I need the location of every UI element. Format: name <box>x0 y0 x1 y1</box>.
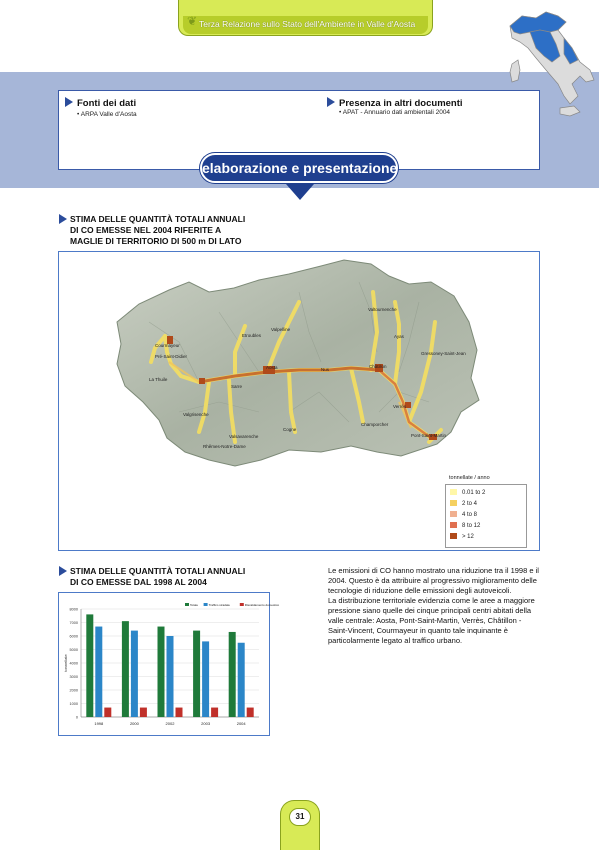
y-tick-label: 3000 <box>69 675 78 679</box>
place-label: Ayas <box>394 334 404 339</box>
sources-right-item: • APAT - Annuario dati ambientali 2004 <box>339 109 451 116</box>
bar-1 <box>131 631 138 717</box>
chart-heading-line-2: DI CO EMESSE DAL 1998 AL 2004 <box>70 577 207 587</box>
bar-2 <box>247 708 254 717</box>
bar-2 <box>104 708 111 717</box>
legend-swatch <box>450 511 457 517</box>
chart-legend-swatch <box>240 603 244 606</box>
place-label: Nus <box>321 367 330 372</box>
x-tick-label: 2002 <box>165 721 175 726</box>
y-tick-label: 6000 <box>69 634 78 639</box>
body-text <box>328 566 540 646</box>
chart-legend-swatch <box>185 603 189 606</box>
legend-swatch <box>450 522 457 528</box>
section-label: elaborazione e presentazione <box>202 160 398 176</box>
place-label: Courmayeur <box>155 343 180 348</box>
map-heading-line-2: DI CO EMESSE NEL 2004 RIFERITE A <box>70 225 222 235</box>
legend-item-label: 4 to 8 <box>462 512 478 518</box>
y-tick-label: 2000 <box>69 688 78 693</box>
header-title: Terza Relazione sullo Stato dell'Ambiente in Valle d'Aosta <box>199 19 416 29</box>
bar-2 <box>176 708 183 717</box>
y-axis-label: tonnellate <box>63 654 68 672</box>
chart-heading <box>70 566 245 588</box>
sources-right-title <box>327 97 463 109</box>
bar-0 <box>158 627 165 717</box>
bar-0 <box>193 631 200 717</box>
place-label: Valpelline <box>271 327 291 332</box>
x-tick-label: 2000 <box>129 721 139 726</box>
place-label: Etroubles <box>242 333 262 338</box>
bar-0 <box>122 621 129 717</box>
legend-item-label: 0.01 to 2 <box>462 490 486 496</box>
legend-swatch <box>450 533 457 539</box>
place-label: Aosta <box>266 365 278 370</box>
chart-legend-swatch <box>204 603 208 606</box>
legend-item-label: > 12 <box>462 534 474 540</box>
sources-left-item-text: ARPA Valle d'Aosta <box>80 111 137 118</box>
place-label: Valsavarenche <box>229 434 259 439</box>
x-tick-label: 2004 <box>236 721 246 726</box>
arrow-icon <box>327 97 335 107</box>
body-paragraph: La distribuzione territoriale evidenzia come le aree a maggiore pressione siano quelle dei cinque principali centri abitati della valle centrale: Aosta, Pont-Saint-Martin, Verrès, Châtillon - Saint-Vincent, Courmayeur in quanto tale inquinante è particolarmente legato al traffico urbano. <box>328 596 535 645</box>
bar-1 <box>167 636 174 717</box>
bar-2 <box>211 708 218 717</box>
arrow-icon <box>59 566 67 576</box>
sources-left-title <box>65 97 136 109</box>
y-tick-label: 0 <box>75 715 78 720</box>
map-heading-line-1: STIMA DELLE QUANTITÀ TOTALI ANNUALI <box>70 214 246 224</box>
map-heading-line-3: MAGLIE DI TERRITORIO DI 500 m DI LATO <box>70 236 242 246</box>
leaf-icon: ❦ <box>187 14 198 28</box>
arrow-icon <box>65 97 73 107</box>
legend-item <box>450 522 480 529</box>
sources-right-title-text: Presenza in altri documenti <box>339 98 463 109</box>
y-tick-label: 8000 <box>69 607 78 612</box>
header-tab <box>178 0 433 36</box>
chart-heading-line-1: STIMA DELLE QUANTITÀ TOTALI ANNUALI <box>70 566 246 576</box>
x-tick-label: 1998 <box>94 721 104 726</box>
legend-item <box>450 533 474 540</box>
emissions-map <box>58 251 540 551</box>
legend-item-label: 2 to 4 <box>462 501 478 507</box>
bar-1 <box>95 627 102 717</box>
bar-1 <box>238 643 245 717</box>
legend-swatch <box>450 500 457 506</box>
x-tick-label: 2003 <box>201 721 211 726</box>
map-legend <box>445 475 527 548</box>
legend-title: tonnellate / anno <box>449 475 490 481</box>
bar-2 <box>140 708 147 717</box>
place-label: Châtillon <box>369 364 387 369</box>
bar-0 <box>229 632 236 717</box>
chart-legend-label: Totale <box>190 602 199 607</box>
place-label: Verrès <box>393 404 407 409</box>
place-label: Valtournenche <box>368 307 397 312</box>
legend-swatch <box>450 489 457 495</box>
y-tick-label: 1000 <box>69 702 78 706</box>
y-tick-label: 5000 <box>69 648 78 652</box>
arrow-icon <box>59 214 67 224</box>
legend-item <box>450 489 485 496</box>
place-label: Cogne <box>283 427 297 432</box>
place-label: Pré-Saint-Didier <box>155 354 188 359</box>
page-number: 31 <box>289 808 311 826</box>
section-pill <box>200 153 398 183</box>
chart-legend-label: Riscaldamento domestico <box>244 602 280 607</box>
place-label: Champorcher <box>361 422 389 427</box>
chart-legend-label: Traffico stradale <box>208 602 230 607</box>
bar-0 <box>86 614 93 717</box>
bar-1 <box>202 641 209 717</box>
legend-item-label: 8 to 12 <box>462 523 481 529</box>
place-label: Gressoney-Saint-Jean <box>421 351 466 356</box>
place-label: Pont-Saint-Martin <box>411 433 447 438</box>
down-arrow-icon <box>286 184 314 200</box>
sources-right-item-text: APAT - Annuario dati ambientali 2004 <box>342 109 451 116</box>
y-tick-label: 7000 <box>69 621 78 625</box>
legend-item <box>450 500 477 507</box>
place-label: La Thuile <box>149 377 168 382</box>
map-heading <box>70 214 245 247</box>
sources-left-title-text: Fonti dei dati <box>77 98 137 109</box>
place-label: Sarre <box>231 384 243 389</box>
place-label: Rhêmes-Notre-Dame <box>203 444 246 449</box>
legend-item <box>450 511 477 518</box>
sources-left-item: • ARPA Valle d'Aosta <box>77 111 137 118</box>
y-tick-label: 4000 <box>69 661 78 666</box>
body-paragraph: Le emissioni di CO hanno mostrato una riduzione tra il 1998 e il 2004. Questo è da attribuire al progressivo miglioramento delle tecnologie di riduzione delle emissioni degli autoveicoli. <box>328 566 539 595</box>
chart-svg <box>59 593 280 735</box>
emissions-chart <box>58 592 280 736</box>
place-label: Valgrisenche <box>183 412 209 417</box>
